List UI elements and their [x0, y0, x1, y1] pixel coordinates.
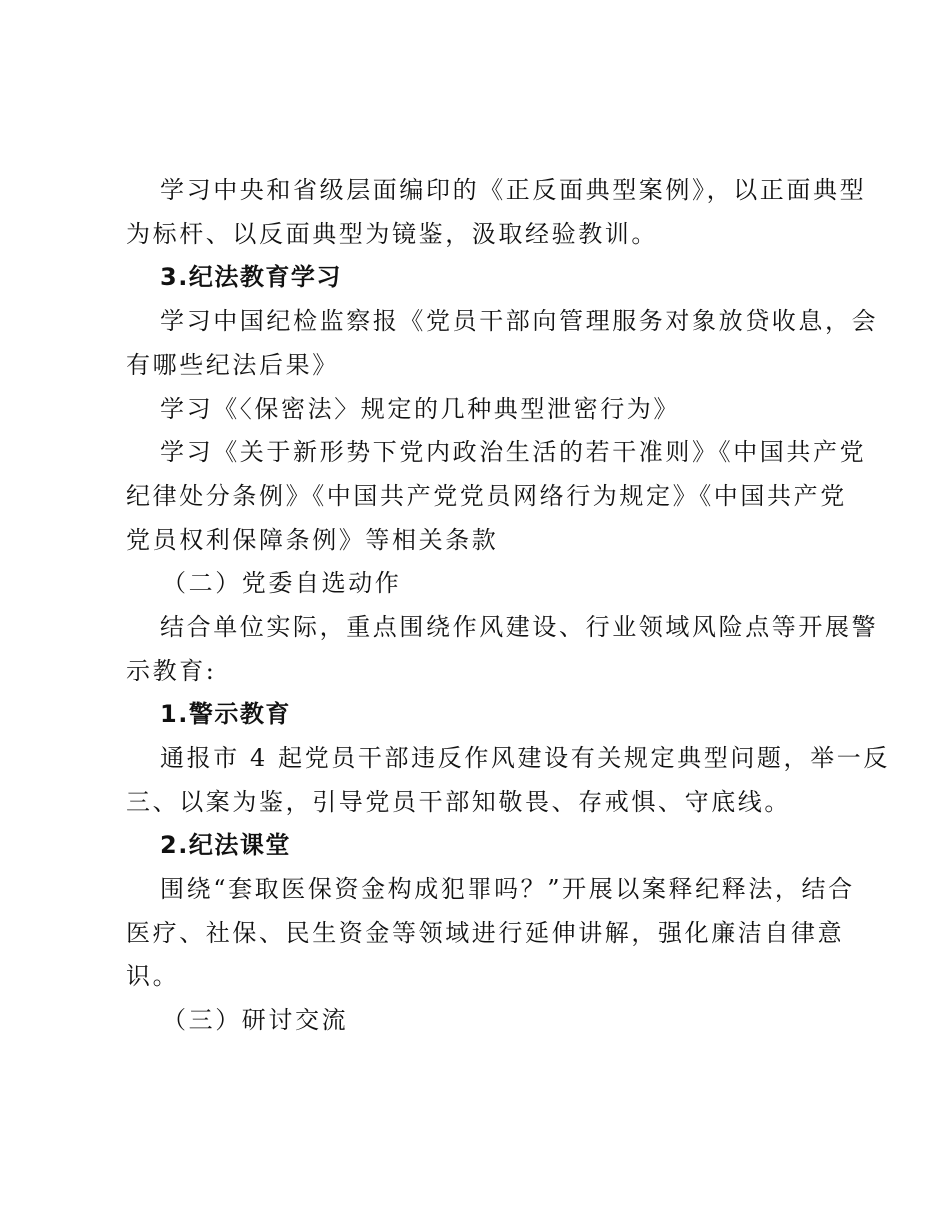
paragraph-line: 学习《关于新形势下党内政治生活的若干准则》《中国共产党 [160, 438, 867, 466]
paragraph-line: 学习中国纪检监察报《党员干部向管理服务对象放贷收息，会 [160, 307, 879, 335]
paragraph-line: 为标杆、以反面典型为镜鉴，汲取经验教训。 [126, 220, 658, 248]
paragraph-line: 学习中央和省级层面编印的《正反面典型案例》，以正面典型 [160, 176, 867, 204]
section-heading: 1.警示教育 [160, 700, 291, 728]
paragraph-line: 围绕“套取医保资金构成犯罪吗？”开展以案释纪释法，结合 [160, 875, 855, 903]
subsection-heading: （二）党委自选动作 [162, 569, 402, 597]
section-heading: 2.纪法课堂 [160, 831, 291, 859]
paragraph-line: 医疗、社保、民生资金等领域进行延伸讲解，强化廉洁自律意 [126, 919, 845, 947]
paragraph-line: 通报市 4 起党员干部违反作风建设有关规定典型问题，举一反 [160, 744, 890, 772]
paragraph-line: 识。 [126, 962, 180, 990]
paragraph-line: 示教育: [126, 657, 217, 685]
paragraph-line: 学习《〈保密法〉规定的几种典型泄密行为》 [160, 395, 680, 423]
paragraph-line: 有哪些纪法后果》 [126, 351, 339, 379]
paragraph-line: 党员权利保障条例》等相关条款 [126, 526, 499, 554]
paragraph-line: 结合单位实际，重点围绕作风建设、行业领域风险点等开展警 [160, 613, 879, 641]
section-heading: 3.纪法教育学习 [160, 263, 342, 291]
subsection-heading: （三）研讨交流 [162, 1006, 349, 1034]
paragraph-line: 三、以案为鉴，引导党员干部知敬畏、存戒惧、守底线。 [126, 788, 791, 816]
paragraph-line: 纪律处分条例》《中国共产党党员网络行为规定》《中国共产党 [126, 482, 847, 510]
